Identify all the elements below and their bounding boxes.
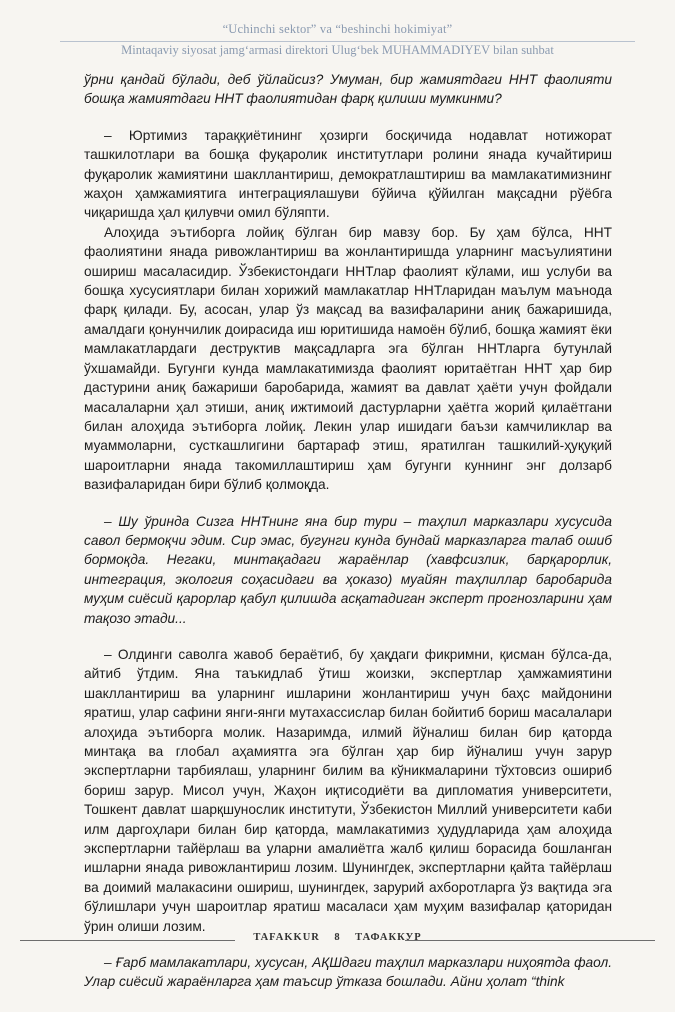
running-header <box>0 22 675 58</box>
question-paragraph: – Шу ўринда Сизга ННТнинг яна бир тури – таҳлил марказлари хусусида савол бермоқчи эдим. Сир эмас, бугунги кунда бундай марказларга талаб ошиб бормоқда. Негаки, минтақадаги жараёнлар (хавфсизлик, барқарорлик, интеграция, экология соҳасидаги ва ҳоказо) муайян таҳлиллар баробарида муҳим сиёсий қарорлар қабул қилишда асқатадиган эксперт прогнозларини ҳам тақозо этади... <box>84 513 612 626</box>
answer-paragraph: – Олдинги саволга жавоб бераётиб, бу ҳақдаги фикримни, қисман бўлса-да, айтиб ўтдим. Яна таъкидлаб ўтиш жоизки, экспертлар ҳамжамиятини шакллантириш ва уларнинг ишларини жонлантириш учун баҳс майдонини яратиш, улар сафини янги-янги мутахассислар билан бойитиб бориш масалалари алоҳида эътиборга молик. Назаримда, илмий йўналиш билан бир қаторда минтақа ва глобал аҳамиятга эга бўлган ҳар бир йўналиш учун зарур экспертларни тарбиялаш, уларнинг билим ва кўникмаларини тўхтовсиз ошириб бориш зарур. Мисол учун, Жаҳон иқтисодиёти ва дипломатия университети, Тошкент давлат шарқшунослик институти, Ўзбекистон Миллий университети каби илм даргоҳлари билан бир қаторда, мамлакатимиз ҳудудларида ҳам алоҳида экспертларни тайёрлаш ва уларни амалиётга жалб қилиш борасида бошланган ишларни янада ривожлантириш лозим. Шунингдек, экспертларни қайта тайёрлаш ва доимий малакасини ошириш, шунингдек, зарурий ахборотларга ўз вақтида эга бўлишлари учун шароитлар яратиш масаласи ҳам муҳим вазифалар қаторидан ўрин олиши лозим. <box>84 646 612 934</box>
article-body <box>84 70 612 992</box>
page-number: 8 <box>334 932 341 943</box>
answer-paragraph: Алоҳида эътиборга лойиқ бўлган бир мавзу бор. Бу ҳам бўлса, ННТ фаолиятини янада ривожлантириш ва жонлантиришда уларнинг масъулиятини ошириш масаласидир. Ўзбекистондаги ННТлар фаолият кўлами, иш услуби ва бошқа хусусиятлари билан хорижий мамлакатлар ННТларидан маълум маънода фарқ қилади. Бу, асосан, улар ўз мақсад ва вазифаларини аниқ бажаришида, амалдаги қонунчилик доирасида иш юритишида намоён бўлиб, бошқа жамият ёки мамлакатлардаги деструктив мақсадларга эга бўлган ННТларга бутунлай ўхшамайди. Бугунги кунда мамлакатимизда фаолият юритаётган ННТ ҳар бир дастурини аниқ бажариши баробарида, жамият ва давлат ҳаёти учун фойдали масалаларни ҳал этиши, аниқ ижтимоий дастурларни ҳаётга жорий қилаётгани билан алоҳида эътиборга лойиқ. Лекин улар ишидаги баъзи камчиликлар ва муаммоларни, сусткашлигини бартараф этиш, яратилган ташкилий-ҳуқуқий шароитларни янада такомиллаштириш ҳам бугунги куннинг энг долзарб вазифаларидан бири бўлиб қолмоқда. <box>84 224 612 493</box>
header-divider <box>60 41 635 42</box>
footer-journal-latin: TAFAKKUR <box>253 932 320 943</box>
header-subtitle: Mintaqaviy siyosat jamg‘armasi direktori Ulug‘bek MUHAMMADIYEV bilan suhbat <box>121 43 554 57</box>
header-series-title: “Uchinchi sektor” va “beshinchi hokimiyat” <box>222 22 453 36</box>
question-paragraph: ўрни қандай бўлади, деб ўйлайсиз? Умуман, бир жамиятдаги ННТ фаолияти бошқа жамиятдаги ННТ фаолиятидан фарқ қилиши мумкинми? <box>84 72 612 107</box>
page-footer <box>20 930 655 950</box>
footer-journal-cyrillic: ТАФАККУР <box>355 932 422 943</box>
answer-paragraph: – Юртимиз тараққиётининг ҳозирги босқичида нодавлат нотижорат ташкилотлари ва бошқа фуқаролик институтлари ролини янада кучайтириш фуқаролик жамиятини шакллантириш, демократлаштириш ва мамлакатимизнинг жаҳон ҳамжамиятига интеграциялашуви бўйича қўйилган мақсадни рўёбга чиқаришда ҳал қилувчи омил бўляпти. <box>84 127 612 221</box>
footer-label <box>20 932 655 943</box>
question-paragraph: – Ғарб мамлакатлари, хусусан, АҚШдаги таҳлил марказлари ниҳоятда фаол. Улар сиёсий жараёнларга ҳам таъсир ўтказа бошлади. Айни ҳолат “think <box>84 955 612 990</box>
